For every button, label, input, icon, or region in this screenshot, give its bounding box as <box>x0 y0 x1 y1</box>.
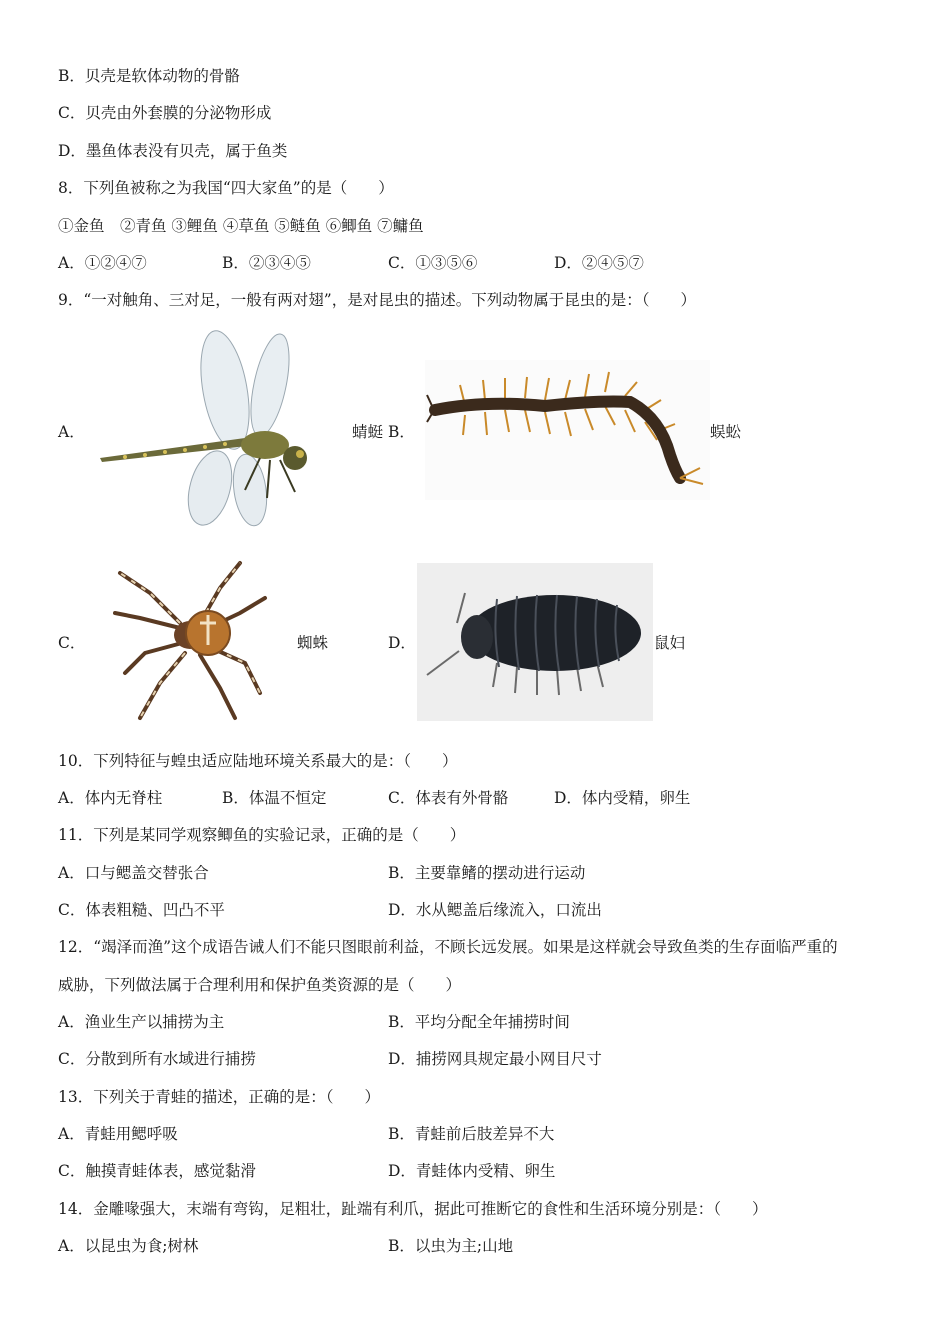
q12-option-c: C．分散到所有水域进行捕捞 <box>58 1050 256 1068</box>
q8-option-b: B．②③④⑤ <box>222 254 311 272</box>
q14-stem: 14．金雕喙强大，末端有弯钩，足粗壮，趾端有利爪，据此可推断它的食性和生活环境分别是：（ ） <box>58 1200 768 1218</box>
q10-option-a: A．体内无脊柱 <box>58 789 163 807</box>
q11-option-b: B．主要靠鳍的摆动进行运动 <box>388 864 586 882</box>
woodlouse-image <box>417 563 653 721</box>
q12-option-b: B．平均分配全年捕捞时间 <box>388 1013 570 1031</box>
q12-option-d: D．捕捞网具规定最小网目尺寸 <box>388 1050 602 1068</box>
q14-option-a: A．以昆虫为食;树林 <box>58 1237 199 1255</box>
q11-option-c: C．体表粗糙、凹凸不平 <box>58 901 225 919</box>
q12-stem-line2: 威胁，下列做法属于合理利用和保护鱼类资源的是（ ） <box>58 976 462 994</box>
q8-items: ①金鱼 ②青鱼 ③鲤鱼 ④草鱼 ⑤鲢鱼 ⑥鲫鱼 ⑦鳙鱼 <box>58 217 424 235</box>
q14-option-b: B．以虫为主;山地 <box>388 1237 514 1255</box>
q9-option-d-name: 鼠妇 <box>654 634 686 652</box>
q7-option-c: C．贝壳由外套膜的分泌物形成 <box>58 104 272 122</box>
q11-option-d: D．水从鳃盖后缘流入，口流出 <box>388 901 602 919</box>
q9-option-b-letter: B． <box>388 423 415 441</box>
q10-stem: 10．下列特征与蝗虫适应陆地环境关系最大的是：（ ） <box>58 752 458 770</box>
q8-option-a: A．①②④⑦ <box>58 254 147 272</box>
q13-option-b: B．青蛙前后肢差异不大 <box>388 1125 555 1143</box>
q10-option-b: B．体温不恒定 <box>222 789 327 807</box>
q7-option-b: B．贝壳是软体动物的骨骼 <box>58 67 240 85</box>
q13-option-d: D．青蛙体内受精、卵生 <box>388 1162 556 1180</box>
q7-option-d: D．墨鱼体表没有贝壳，属于鱼类 <box>58 142 288 160</box>
q11-stem: 11．下列是某同学观察鲫鱼的实验记录，正确的是（ ） <box>58 826 466 844</box>
q10-option-d: D．体内受精，卵生 <box>554 789 691 807</box>
q9-option-a-name: 蜻蜓 <box>352 423 384 441</box>
dragonfly-image <box>95 330 315 530</box>
q9-option-c-letter: C． <box>58 634 86 652</box>
q8-option-c: C．①③⑤⑥ <box>388 254 478 272</box>
centipede-image <box>425 360 710 500</box>
q13-option-c: C．触摸青蛙体表，感觉黏滑 <box>58 1162 256 1180</box>
q10-option-c: C．体表有外骨骼 <box>388 789 509 807</box>
q12-option-a: A．渔业生产以捕捞为主 <box>58 1013 225 1031</box>
q9-option-b-name: 蜈蚣 <box>710 423 742 441</box>
q12-stem-line1: 12．“竭泽而渔”这个成语告诫人们不能只图眼前利益，不顾长远发展。如果是这样就会导致鱼类的生存面临严重的 <box>58 938 838 956</box>
q9-option-c-name: 蜘蛛 <box>297 634 329 652</box>
q8-option-d: D．②④⑤⑦ <box>554 254 644 272</box>
q8-stem: 8．下列鱼被称之为我国“四大家鱼”的是（ ） <box>58 179 394 197</box>
q13-option-a: A．青蛙用鳃呼吸 <box>58 1125 178 1143</box>
q9-stem: 9．“一对触角、三对足，一般有两对翅”，是对昆虫的描述。下列动物属于昆虫的是：（ ） <box>58 291 696 309</box>
q9-option-d-letter: D． <box>388 634 416 652</box>
q11-option-a: A．口与鳃盖交替张合 <box>58 864 209 882</box>
q9-option-a-letter: A． <box>58 423 85 441</box>
spider-image <box>110 553 270 723</box>
q13-stem: 13．下列关于青蛙的描述，正确的是：（ ） <box>58 1088 380 1106</box>
